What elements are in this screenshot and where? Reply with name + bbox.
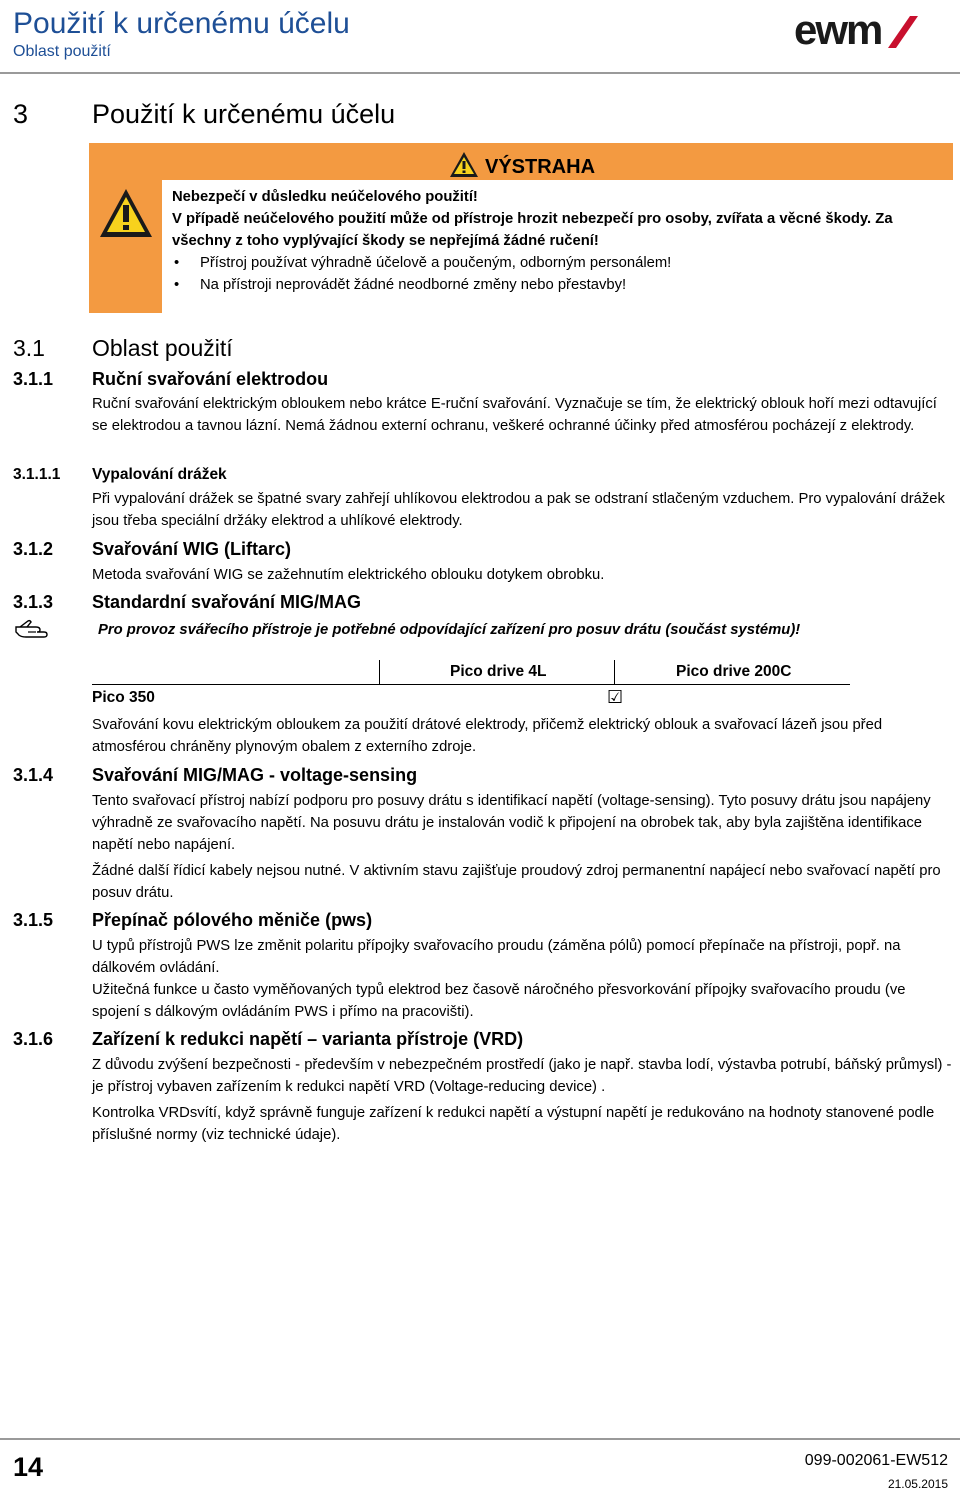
page-number: 14 [13, 1452, 44, 1482]
paragraph: Při vypalování drážek se špatné svary zahřejí uhlíkovou elektrodou a pak se odstraní stlačeným vzduchem. Pro vypalování drážek jsou třeba speciální držáky elektrod a uhlíkové elektrody. [92, 491, 945, 529]
paragraph: Tento svařovací přístroj nabízí podporu pro posuvy drátu s identifikací napětí (voltage-sensing). Tyto posuvy drátu jsou napájeny výhradně ze svařovacího napětí. Na posuvu drátu je instalován vodič k připojení na obrobek tak, aby byla zajištěna identifikace napětí nebo napájení. [92, 793, 931, 853]
table-row-label: Pico 350 [92, 689, 155, 706]
paragraph: Z důvodu zvýšení bezpečnosti - především v nebezpečném prostředí (jako je např. stavba lodí, výstavba potrubí, báňský průmysl) - je přístroj vybaven zařízením k redukci napětí VRD (Voltage-reducing device) . [92, 1057, 952, 1095]
paragraph: Ruční svařování elektrickým obloukem nebo krátce E-ruční svařování. Vyznačuje se tím, že elektrický oblouk hoří mezi odtavující se elektrodou a tavnou lázní. Nemá žádnou externí ochranu, veškeré ochranné účinky před atmosférou pocházejí z elektrody. [92, 396, 937, 434]
paragraph: U typů přístrojů PWS lze změnit polaritu přípojky svařovacího proudu (záměna pólů) pomocí přepínače na přístroji, popř. na dálkovém ovládání. [92, 938, 901, 976]
header-divider [0, 72, 960, 74]
header-subtitle: Oblast použití [13, 43, 111, 60]
pointing-hand-icon [14, 619, 54, 641]
table-hline [92, 684, 850, 685]
table-vline [614, 660, 615, 685]
chapter-number: 3 [13, 99, 29, 129]
table-column-header: Pico drive 200C [676, 663, 792, 680]
header-title: Použití k určenému účelu [13, 7, 350, 40]
warning-triangle-icon [98, 187, 154, 239]
footer-divider [0, 1438, 960, 1440]
paragraph: Kontrolka VRDsvítí, když správně funguje zařízení k redukci napětí a výstupní napětí je redukováno na hodnoty stanovené podle příslušné normy (viz technické údaje). [92, 1105, 935, 1143]
logo-slash [888, 16, 918, 48]
warning-text: V případě neúčelového použití může od přístroje hrozit nebezpečí pro osoby, zvířata a věcné škody. Za všechny z toho vyplývající škody se nepřejímá žádné ručení! [172, 211, 893, 249]
ewm-logo [792, 14, 938, 50]
warning-box [89, 143, 953, 313]
note-text: Pro provoz svářecího přístroje je potřebné odpovídající zařízení pro posuv drátu (součást systému)! [98, 622, 801, 638]
doc-date: 21.05.2015 [887, 1477, 948, 1491]
warning-bullet: • Na přístroji neprovádět žádné neodborné změny nebo přestavby! [174, 277, 627, 293]
chapter-title: Použití k určenému účelu [92, 99, 396, 129]
warning-heading-text: VÝSTRAHA [485, 156, 596, 178]
warning-bullet: • Přístroj používat výhradně účelově a poučeným, odborným personálem! [174, 255, 672, 271]
table-vline [379, 660, 380, 685]
paragraph: Metoda svařování WIG se zažehnutím elektrického oblouku dotykem obrobku. [92, 567, 605, 583]
warning-title: Nebezpečí v důsledku neúčelového použití! [172, 189, 478, 205]
warning-small-icon [449, 151, 479, 178]
paragraph: Žádné další řídicí kabely nejsou nutné. V aktivním stavu zajišťuje proudový zdroj permanentní napájecí nebo svařovací napětí pro posuv drátu. [92, 863, 941, 901]
paragraph: Užitečná funkce u často vyměňovaných typů elektrod bez časově náročného přesvorkování přípojky svařovacího proudu (ve spojení s dálkovým ovládáním PWS i přímo na pracovišti). [92, 982, 906, 1020]
logo-text: ewm [794, 14, 882, 50]
warning-content [162, 180, 953, 313]
compat-table [92, 660, 850, 712]
table-column-header: Pico drive 4L [450, 663, 547, 680]
warning-heading [449, 151, 595, 179]
checkbox-checked-icon: ☑ [607, 687, 624, 707]
doc-number: 099-002061-EW512 [804, 1452, 948, 1469]
paragraph: Svařování kovu elektrickým obloukem za použití drátové elektrody, přičemž elektrický oblouk a svařovací lázeň jsou před atmosférou chráněny plynovým obalem z externího zdroje. [92, 717, 883, 755]
